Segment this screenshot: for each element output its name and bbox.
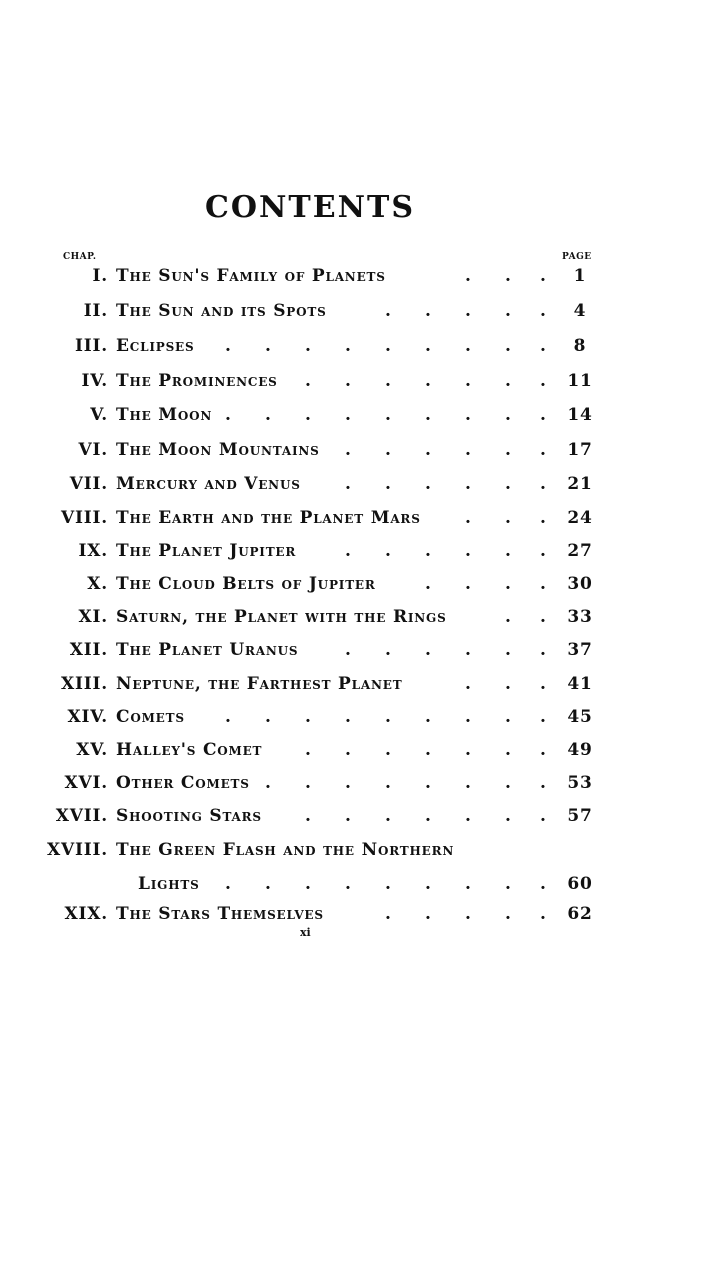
chapter-title: The Sun and its Spots xyxy=(116,301,327,321)
dot-leader: . xyxy=(425,773,432,793)
dot-leader: . xyxy=(505,640,512,660)
page-column-header: PAGE xyxy=(562,252,592,262)
toc-entry xyxy=(0,740,710,766)
chapter-title: The Planet Uranus xyxy=(116,640,299,660)
toc-entry xyxy=(0,773,710,799)
dot-leader: . xyxy=(540,707,547,727)
dot-leader: . xyxy=(465,301,472,321)
dot-leader: . xyxy=(465,371,472,391)
chapter-title: The Prominences xyxy=(116,371,278,391)
dot-leader: . xyxy=(425,405,432,425)
dot-leader: . xyxy=(465,773,472,793)
dot-leader: . xyxy=(540,607,547,627)
dot-leader: . xyxy=(305,371,312,391)
dot-leader: . xyxy=(305,773,312,793)
dot-leader: . xyxy=(505,371,512,391)
dot-leader: . xyxy=(540,474,547,494)
dot-leader: . xyxy=(345,405,352,425)
chapter-number: IX. xyxy=(78,541,108,561)
chapter-title: Eclipses xyxy=(116,336,195,356)
toc-entry xyxy=(0,336,710,362)
chapter-title: The Moon xyxy=(116,405,213,425)
dot-leader: . xyxy=(540,806,547,826)
dot-leader: . xyxy=(305,740,312,760)
toc-entry xyxy=(0,806,710,832)
dot-leader: . xyxy=(465,806,472,826)
page-number: 33 xyxy=(567,607,593,627)
dot-leader: . xyxy=(425,474,432,494)
dot-leader: . xyxy=(305,806,312,826)
dot-leader: . xyxy=(505,707,512,727)
dot-leader: . xyxy=(345,371,352,391)
dot-leader: . xyxy=(305,336,312,356)
dot-leader: . xyxy=(385,474,392,494)
dot-leader: . xyxy=(425,640,432,660)
chapter-title: The Earth and the Planet Mars xyxy=(116,508,421,528)
dot-leader: . xyxy=(305,405,312,425)
toc-entry xyxy=(0,301,710,327)
dot-leader: . xyxy=(385,874,392,894)
chapter-title: Comets xyxy=(116,707,185,727)
page-number: 49 xyxy=(567,740,593,760)
dot-leader: . xyxy=(385,440,392,460)
dot-leader: . xyxy=(540,440,547,460)
dot-leader: . xyxy=(385,904,392,924)
dot-leader: . xyxy=(540,574,547,594)
dot-leader: . xyxy=(345,874,352,894)
dot-leader: . xyxy=(225,874,232,894)
dot-leader: . xyxy=(540,405,547,425)
dot-leader: . xyxy=(385,740,392,760)
dot-leader: . xyxy=(425,301,432,321)
dot-leader: . xyxy=(505,405,512,425)
dot-leader: . xyxy=(540,336,547,356)
dot-leader: . xyxy=(425,574,432,594)
dot-leader: . xyxy=(540,541,547,561)
chapter-title: Other Comets xyxy=(116,773,250,793)
chapter-number: VII. xyxy=(69,474,108,494)
dot-leader: . xyxy=(540,674,547,694)
dot-leader: . xyxy=(465,874,472,894)
toc-entry xyxy=(0,904,710,930)
page-number: 21 xyxy=(567,474,593,494)
dot-leader: . xyxy=(505,574,512,594)
page-number: 11 xyxy=(567,371,593,391)
toc-entry xyxy=(0,674,710,700)
toc-entry xyxy=(0,541,710,567)
dot-leader: . xyxy=(345,773,352,793)
dot-leader: . xyxy=(540,773,547,793)
chapter-number: XVI. xyxy=(64,773,108,793)
chapter-title: Halley's Comet xyxy=(116,740,263,760)
chapter-number: XVIII. xyxy=(47,840,108,860)
toc-entry xyxy=(0,371,710,397)
page-number: 60 xyxy=(567,874,593,894)
dot-leader: . xyxy=(505,266,512,286)
toc-entry xyxy=(0,474,710,500)
dot-leader: . xyxy=(265,336,272,356)
dot-leader: . xyxy=(505,336,512,356)
page-number: 1 xyxy=(573,266,587,286)
dot-leader: . xyxy=(305,874,312,894)
dot-leader: . xyxy=(465,508,472,528)
chapter-title: The Stars Themselves xyxy=(116,904,324,924)
dot-leader: . xyxy=(465,440,472,460)
toc-entry-continuation xyxy=(0,874,710,900)
toc-entry xyxy=(0,574,710,600)
dot-leader: . xyxy=(305,707,312,727)
dot-leader: . xyxy=(265,405,272,425)
dot-leader: . xyxy=(425,541,432,561)
chapter-title: The Sun's Family of Planets xyxy=(116,266,386,286)
dot-leader: . xyxy=(505,541,512,561)
chapter-title: The Green Flash and the Northern xyxy=(116,840,455,860)
dot-leader: . xyxy=(385,773,392,793)
chapter-number: XII. xyxy=(69,640,108,660)
dot-leader: . xyxy=(345,740,352,760)
chapter-title: Saturn, the Planet with the Rings xyxy=(116,607,447,627)
dot-leader: . xyxy=(505,474,512,494)
dot-leader: . xyxy=(505,904,512,924)
page-number: 41 xyxy=(567,674,593,694)
page-number: 37 xyxy=(567,640,593,660)
dot-leader: . xyxy=(345,640,352,660)
dot-leader: . xyxy=(385,640,392,660)
chapter-number: XIII. xyxy=(61,674,108,694)
page-number: 27 xyxy=(567,541,593,561)
dot-leader: . xyxy=(425,440,432,460)
chapter-number: V. xyxy=(90,405,108,425)
page-number: 62 xyxy=(567,904,593,924)
dot-leader: . xyxy=(465,707,472,727)
dot-leader: . xyxy=(540,508,547,528)
dot-leader: . xyxy=(540,740,547,760)
dot-leader: . xyxy=(425,904,432,924)
dot-leader: . xyxy=(540,904,547,924)
dot-leader: . xyxy=(505,440,512,460)
chapter-number: IV. xyxy=(81,371,108,391)
page-number: 4 xyxy=(573,301,587,321)
dot-leader: . xyxy=(505,874,512,894)
dot-leader: . xyxy=(345,474,352,494)
page-title: CONTENTS xyxy=(204,190,416,225)
chapter-title: The Moon Mountains xyxy=(116,440,320,460)
page-number: 14 xyxy=(567,405,593,425)
dot-leader: . xyxy=(385,707,392,727)
toc-entry xyxy=(0,607,710,633)
chapter-number: VIII. xyxy=(61,508,108,528)
dot-leader: . xyxy=(425,806,432,826)
dot-leader: . xyxy=(385,301,392,321)
dot-leader: . xyxy=(345,541,352,561)
chapter-title: The Cloud Belts of Jupiter xyxy=(116,574,376,594)
dot-leader: . xyxy=(505,806,512,826)
chapter-title: Shooting Stars xyxy=(116,806,262,826)
chapter-number: III. xyxy=(75,336,108,356)
dot-leader: . xyxy=(385,541,392,561)
dot-leader: . xyxy=(265,707,272,727)
page-number: 17 xyxy=(567,440,593,460)
dot-leader: . xyxy=(345,707,352,727)
dot-leader: . xyxy=(425,371,432,391)
dot-leader: . xyxy=(225,707,232,727)
chapter-number: XV. xyxy=(76,740,108,760)
dot-leader: . xyxy=(345,440,352,460)
dot-leader: . xyxy=(505,607,512,627)
dot-leader: . xyxy=(385,806,392,826)
page-number: 30 xyxy=(567,574,593,594)
dot-leader: . xyxy=(465,674,472,694)
toc-entry xyxy=(0,405,710,431)
dot-leader: . xyxy=(540,640,547,660)
toc-entry xyxy=(0,440,710,466)
page-folio: xi xyxy=(300,926,311,939)
chapter-title: Mercury and Venus xyxy=(116,474,301,494)
dot-leader: . xyxy=(265,773,272,793)
page-number: 57 xyxy=(567,806,593,826)
toc-entry xyxy=(0,840,710,866)
dot-leader: . xyxy=(465,640,472,660)
dot-leader: . xyxy=(465,336,472,356)
page-number: 8 xyxy=(573,336,587,356)
dot-leader: . xyxy=(385,405,392,425)
dot-leader: . xyxy=(265,874,272,894)
chapter-number: XIX. xyxy=(64,904,108,924)
dot-leader: . xyxy=(465,405,472,425)
chapter-number: XI. xyxy=(78,607,108,627)
chapter-title-continued: Lights xyxy=(138,874,200,894)
chapter-title: The Planet Jupiter xyxy=(116,541,297,561)
toc-entry xyxy=(0,266,710,292)
dot-leader: . xyxy=(345,336,352,356)
dot-leader: . xyxy=(465,904,472,924)
chapter-title: Neptune, the Farthest Planet xyxy=(116,674,403,694)
page-number: 45 xyxy=(567,707,593,727)
dot-leader: . xyxy=(225,336,232,356)
dot-leader: . xyxy=(345,806,352,826)
toc-entry xyxy=(0,707,710,733)
dot-leader: . xyxy=(465,574,472,594)
page-number: 24 xyxy=(567,508,593,528)
dot-leader: . xyxy=(225,405,232,425)
chapter-number: XVII. xyxy=(55,806,108,826)
dot-leader: . xyxy=(465,474,472,494)
dot-leader: . xyxy=(505,301,512,321)
chapter-number: I. xyxy=(92,266,108,286)
dot-leader: . xyxy=(425,336,432,356)
dot-leader: . xyxy=(425,874,432,894)
chapter-number: VI. xyxy=(78,440,108,460)
dot-leader: . xyxy=(505,674,512,694)
dot-leader: . xyxy=(385,336,392,356)
dot-leader: . xyxy=(465,266,472,286)
page-number: 53 xyxy=(567,773,593,793)
dot-leader: . xyxy=(540,371,547,391)
dot-leader: . xyxy=(505,740,512,760)
chapter-number: XIV. xyxy=(67,707,108,727)
dot-leader: . xyxy=(540,874,547,894)
chapter-column-header: CHAP. xyxy=(63,252,97,262)
dot-leader: . xyxy=(465,541,472,561)
dot-leader: . xyxy=(540,266,547,286)
toc-entry xyxy=(0,640,710,666)
dot-leader: . xyxy=(505,508,512,528)
dot-leader: . xyxy=(385,371,392,391)
dot-leader: . xyxy=(425,740,432,760)
chapter-number: II. xyxy=(83,301,108,321)
dot-leader: . xyxy=(505,773,512,793)
dot-leader: . xyxy=(540,301,547,321)
dot-leader: . xyxy=(465,740,472,760)
toc-entry xyxy=(0,508,710,534)
chapter-number: X. xyxy=(87,574,108,594)
dot-leader: . xyxy=(425,707,432,727)
